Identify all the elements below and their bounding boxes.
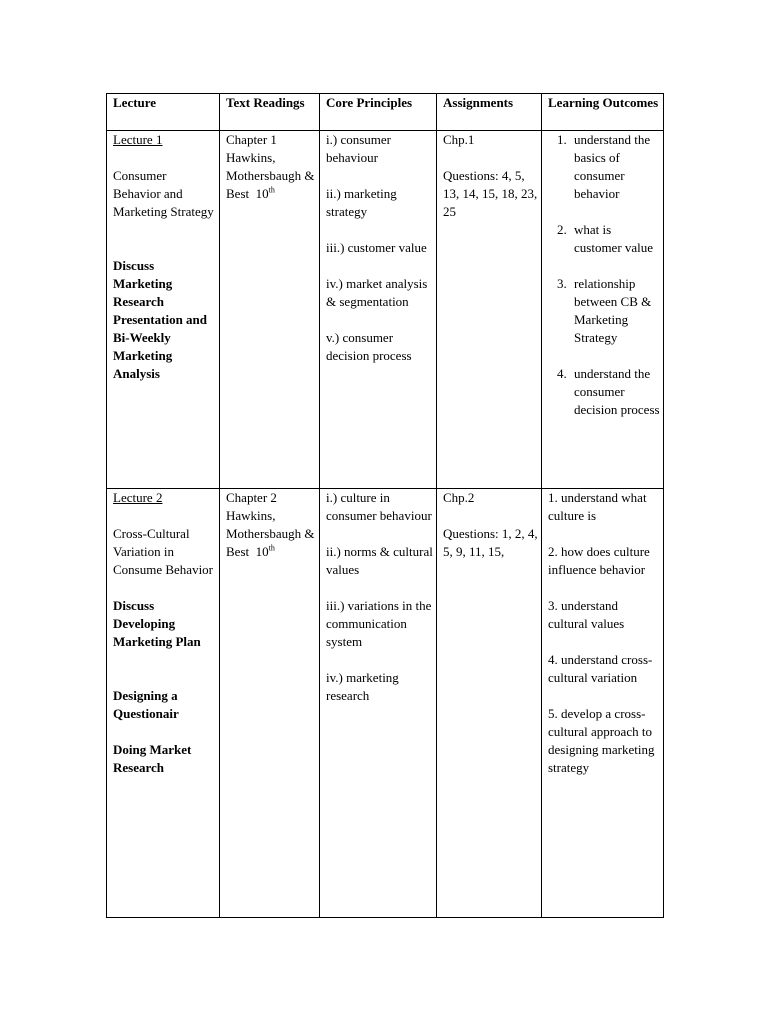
reading-cell — [220, 489, 320, 918]
lecture-topic: Consumer Behavior and Marketing Strategy — [113, 168, 214, 219]
reading-authors-text: Hawkins, Mothersbaugh & Best — [226, 150, 315, 201]
principle-item: iii.) variations in the communication system — [326, 598, 432, 649]
principle-item: v.) consumer decision process — [326, 330, 412, 363]
lecture-discuss: Designing a Questionair — [113, 688, 179, 721]
principle-item: ii.) norms & cultural values — [326, 544, 433, 577]
header-learning-outcomes: Learning Outcomes — [542, 94, 664, 131]
reading-edition: 10 — [255, 186, 269, 201]
reading-chapter: Chapter 1 — [226, 132, 277, 147]
lecture-cell — [107, 489, 220, 918]
principle-item: i.) culture in consumer behaviour — [326, 490, 432, 523]
assignment-questions: Questions: 4, 5, 13, 14, 15, 18, 23, 25 — [443, 168, 538, 219]
principle-item: iii.) customer value — [326, 240, 427, 255]
assignment-chapter: Chp.1 — [443, 132, 475, 147]
assignment-cell — [437, 131, 542, 489]
reading-edition-sup: th — [268, 185, 275, 195]
outcomes-cell — [542, 131, 664, 489]
header-core-principles: Core Principles — [320, 94, 437, 131]
header-text-readings: Text Readings — [220, 94, 320, 131]
reading-edition: 10 — [255, 544, 269, 559]
table-row — [107, 131, 664, 489]
outcome-item: 5. develop a cross-cultural approach to designing marketing strategy — [548, 706, 655, 775]
principles-cell — [320, 131, 437, 489]
principle-item: i.) consumer behaviour — [326, 132, 391, 165]
assignment-cell — [437, 489, 542, 918]
header-lecture: Lecture — [107, 94, 220, 131]
outcome-item: 2. what is customer value — [570, 221, 660, 257]
table-row — [107, 489, 664, 918]
outcome-item: 4. understand the consumer decision process — [570, 365, 660, 419]
principle-item: iv.) market analysis & segmentation — [326, 276, 428, 309]
syllabus-table — [106, 93, 664, 918]
outcomes-list — [548, 131, 660, 419]
reading-cell — [220, 131, 320, 489]
assignment-questions: Questions: 1, 2, 4, 5, 9, 11, 15, — [443, 526, 538, 559]
outcomes-cell — [542, 489, 664, 918]
lecture-topic: Cross-Cultural Variation in Consume Behavior — [113, 526, 214, 577]
outcome-item: 2. how does culture influence behavior — [548, 544, 650, 577]
lecture-title: Lecture 2 — [113, 490, 163, 505]
reading-authors — [226, 149, 316, 203]
lecture-discuss: Discuss Marketing Research Presentation and Bi-Weekly Marketing Analysis — [113, 258, 208, 381]
lecture-title: Lecture 1 — [113, 132, 163, 147]
header-row — [107, 94, 664, 131]
header-assignments: Assignments — [437, 94, 542, 131]
outcome-item: 4. understand cross-cultural variation — [548, 652, 653, 685]
outcome-item: 3. understand cultural values — [548, 598, 625, 631]
outcome-item: 1. understand the basics of consumer behavior — [570, 131, 660, 203]
principle-item: iv.) marketing research — [326, 670, 399, 703]
lecture-discuss: Discuss Developing Marketing Plan — [113, 598, 201, 649]
lecture-cell — [107, 131, 220, 489]
reading-edition-sup: th — [268, 543, 275, 553]
principles-cell — [320, 489, 437, 918]
outcome-item: 1. understand what culture is — [548, 490, 647, 523]
assignment-chapter: Chp.2 — [443, 490, 475, 505]
reading-chapter: Chapter 2 — [226, 490, 277, 505]
reading-authors-text: Hawkins, Mothersbaugh & Best — [226, 508, 315, 559]
principle-item: ii.) marketing strategy — [326, 186, 397, 219]
reading-authors — [226, 507, 316, 561]
lecture-discuss: Doing Market Research — [113, 742, 192, 775]
outcome-item: 3. relationship between CB & Marketing Strategy — [570, 275, 660, 347]
